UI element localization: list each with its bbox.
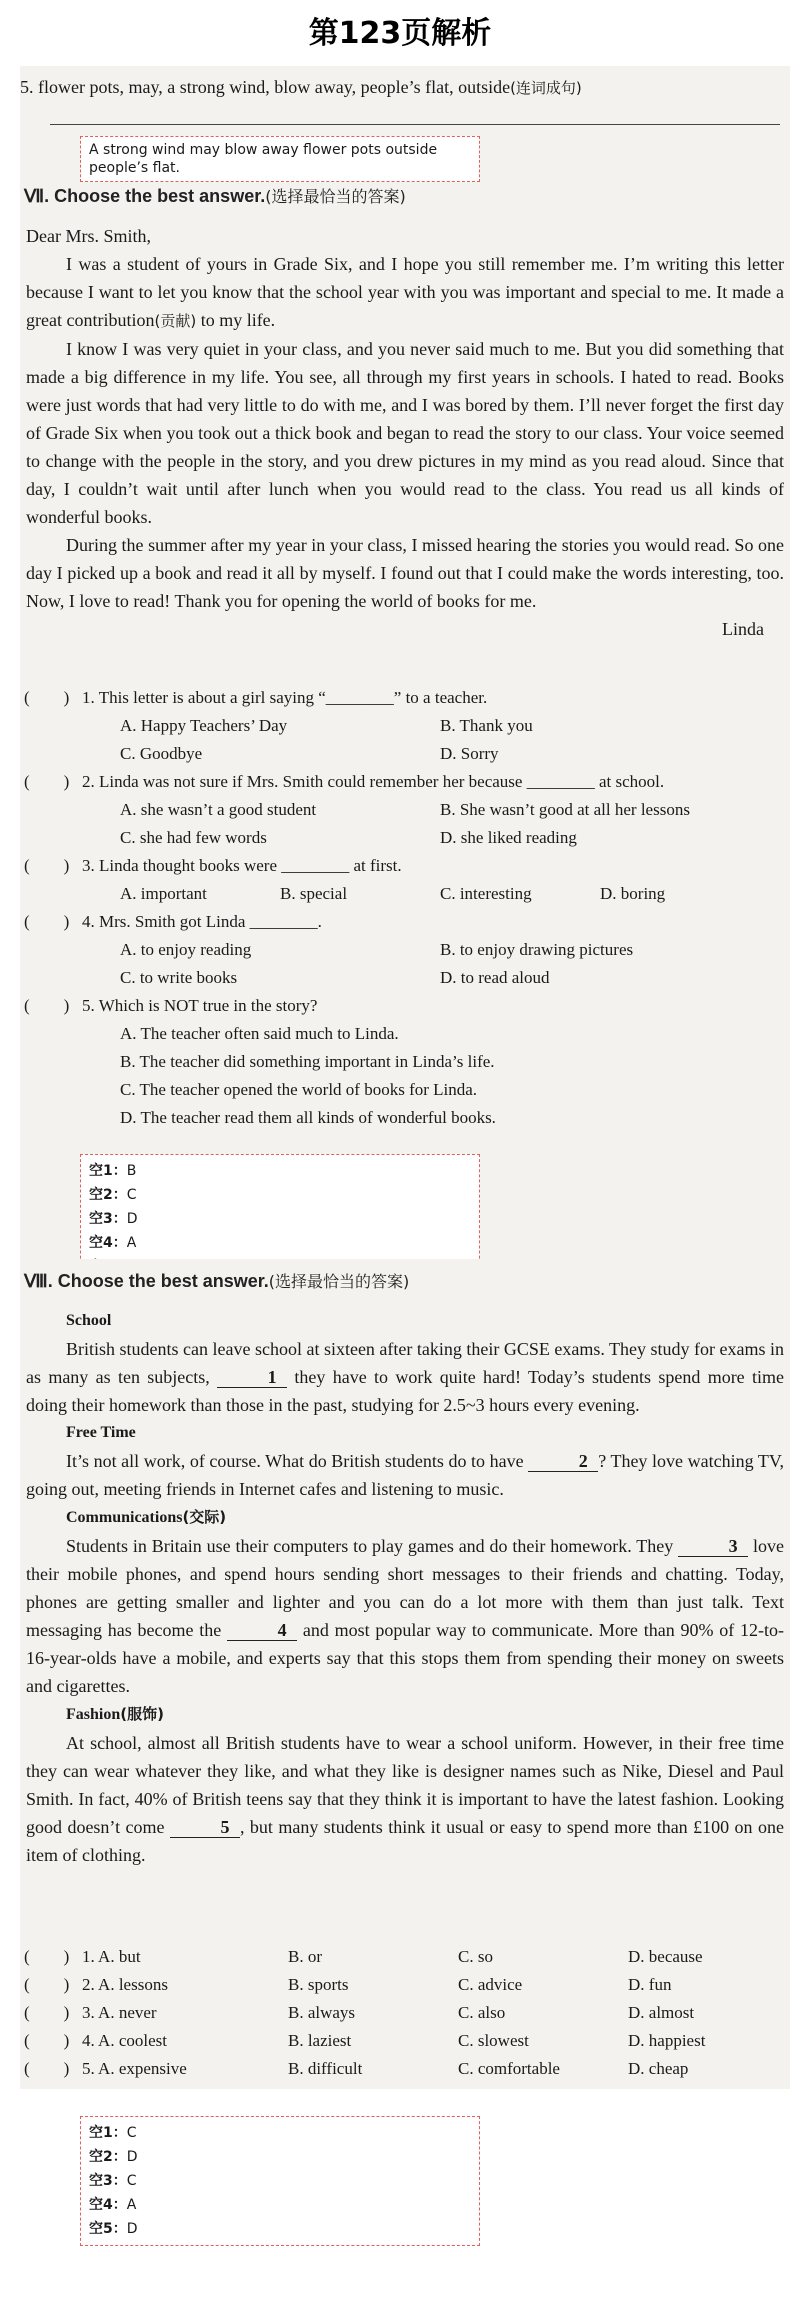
letter-p1-cn: (贡献) — [154, 312, 197, 330]
q7-4-option-c: C. to write books — [120, 968, 238, 987]
answer-item: 空2：C — [89, 1187, 137, 1203]
q5-text: 5. flower pots, may, a strong wind, blow away, people’s flat, outside — [20, 77, 511, 97]
passage-subhead-fashion: Fashion(服饰) — [66, 1705, 164, 1723]
blank-4: 4 — [227, 1620, 297, 1641]
q7-5-stem: 5. Which is NOT true in the story? — [82, 996, 318, 1015]
blank-3: 3 — [678, 1536, 748, 1557]
q8-row: ( ) 1. A. but B. or C. so D. because — [24, 1947, 703, 1966]
q7-4-options-cd — [20, 964, 790, 992]
blank-1: 1 — [217, 1367, 287, 1388]
section8-answer-box — [80, 2116, 480, 2246]
section8-heading-cn: (选择最恰当的答案) — [268, 1272, 410, 1291]
q7-1-option-d: D. Sorry — [440, 744, 499, 763]
q5-sentence-task — [20, 74, 780, 101]
answer-item: 空2：D — [89, 2149, 138, 2165]
q7-1-paren: ( ) — [24, 688, 70, 707]
answer-item: 空3：C — [89, 2173, 137, 2189]
q7-2-paren: ( ) — [24, 772, 70, 791]
q7-3-option-a: A. important — [120, 884, 207, 903]
answer-item: 空1：B — [89, 1163, 137, 1179]
section7-questions — [20, 684, 790, 1132]
letter-p1-b: to my life. — [196, 310, 276, 330]
answer-item: 空1：C — [89, 2125, 137, 2141]
passage-subhead-communications: Communications(交际) — [66, 1508, 227, 1526]
q7-3-option-c: C. interesting — [440, 884, 532, 903]
q8-row: ( ) 3. A. never B. always C. also D. almost — [24, 2003, 695, 2022]
letter-paragraph-2: I know I was very quiet in your class, and you never said much to me. But you did something that made a big difference in my life. You see, all through my first years in schools. I hated to read. Books were just words that had very little to do with me, and I was bored by them. I’ll never forget the first day of Grade Six when you took out a thick book and began to read the story to our class. Your voice seemed to change with the people in the story, and you drew pictures in my mind as you read aloud. Since that day, I couldn’t wait until after lunch when you would read to the class. You read us all kinds of wonderful books. — [26, 339, 784, 527]
q7-5-option-d: D. The teacher read them all kinds of wonderful books. — [120, 1108, 496, 1127]
q7-5-paren: ( ) — [24, 996, 70, 1015]
passage-free-time: It’s not all work, of course. What do British students do to have 2 ? They love watching TV, going out, meeting friends in Internet cafes and listening to music. — [26, 1451, 785, 1499]
q7-5-stem-row — [20, 992, 790, 1020]
q7-5-option-c-row — [20, 1076, 790, 1104]
q7-2-option-c: C. she had few words — [120, 828, 267, 847]
q7-3-stem: 3. Linda thought books were ________ at first. — [82, 856, 402, 875]
q7-1-stem-row — [20, 684, 790, 712]
q7-5-option-d-row — [20, 1104, 790, 1132]
q7-1-option-a: A. Happy Teachers’ Day — [120, 716, 288, 735]
letter-p1-a: I was a student of yours in Grade Six, and I hope you still remember me. I’m writing this letter because I want to let you know that the school year with you was important and special to me. It made a great contribution — [26, 254, 784, 330]
q7-5-option-a-row — [20, 1020, 790, 1048]
q7-5-option-a: A. The teacher often said much to Linda. — [120, 1024, 399, 1043]
passage-fashion: At school, almost all British students have to wear a school uniform. However, in their free time they can wear whatever they like, and what they like is designer names such as Nike, Diesel and Paul Smith. In fact, 40% of British teens say that they think it is important to have the latest fashion. Looking good doesn’t come 5 , but many students think it usual or easy to spend more than £100 on one item of clothing. — [26, 1733, 784, 1865]
q7-3-options — [20, 880, 790, 908]
q7-5-option-c: C. The teacher opened the world of books for Linda. — [120, 1080, 478, 1099]
q7-2-stem-row — [20, 768, 790, 796]
passage-subhead-school: School — [66, 1312, 112, 1329]
letter-signature: Linda — [722, 619, 764, 639]
answer-item: 空3：D — [89, 1211, 138, 1227]
blank-5: 5 — [170, 1817, 240, 1838]
q7-2-option-b: B. She wasn’t good at all her lessons — [440, 800, 690, 819]
section7-heading-cn: (选择最恰当的答案) — [265, 187, 406, 206]
passage — [26, 1307, 784, 1869]
passage-subhead-free-time: Free Time — [66, 1424, 136, 1441]
q7-1-options-cd — [20, 740, 790, 768]
passage-school: British students can leave school at sixteen after taking their GCSE exams. They study for exams in as many as ten subjects, 1 they have to work quite hard! Today’s students spend more time doing their homework than those in the past, studying for 2.5~3 hours every evening. — [26, 1339, 785, 1415]
q7-1-option-b: B. Thank you — [440, 716, 533, 735]
q7-1-option-c: C. Goodbye — [120, 744, 203, 763]
scan-block-lower — [20, 1259, 790, 2089]
answer-item: 空4：A — [89, 2197, 137, 2213]
q7-2-option-a: A. she wasn’t a good student — [120, 800, 317, 819]
q8-row: ( ) 4. A. coolest B. laziest C. slowest D. happiest — [24, 2031, 706, 2050]
q7-5-option-b: B. The teacher did something important in Linda’s life. — [120, 1052, 495, 1071]
section8-heading-text: Ⅷ. Choose the best answer. — [24, 1271, 269, 1291]
section8-heading — [24, 1269, 409, 1292]
q8-row: ( ) 2. A. lessons B. sports C. advice D. fun — [24, 1975, 672, 1994]
q7-4-stem: 4. Mrs. Smith got Linda ________. — [82, 912, 322, 931]
section8-options-table — [20, 1943, 790, 2083]
answer-item: 空5：D — [89, 2221, 138, 2237]
q5-answer-box — [80, 136, 480, 182]
q7-3-option-d: D. boring — [600, 884, 666, 903]
q7-4-paren: ( ) — [24, 912, 70, 931]
letter-paragraph-1 — [26, 250, 784, 335]
q7-4-option-d: D. to read aloud — [440, 968, 550, 987]
q7-3-option-b: B. special — [280, 884, 348, 903]
letter-paragraph-3: During the summer after my year in your class, I missed hearing the stories you would read. So one day I picked up a book and read it all by myself. I found out that I could make the words interesting, too. Now, I love to read! Thank you for opening the world of books for me. — [26, 535, 784, 611]
q7-2-option-d: D. she liked reading — [440, 828, 577, 847]
q7-4-option-b: B. to enjoy drawing pictures — [440, 940, 634, 959]
q7-1-stem: 1. This letter is about a girl saying “________” to a teacher. — [82, 688, 488, 707]
scan-block-upper — [20, 66, 790, 1259]
answer-item: 空4：A — [89, 1235, 137, 1251]
q7-3-paren: ( ) — [24, 856, 70, 875]
section7-heading — [24, 184, 406, 207]
q5-cn-hint: (连词成句) — [510, 79, 582, 97]
q7-5-option-b-row — [20, 1048, 790, 1076]
q7-4-option-a: A. to enjoy reading — [120, 940, 252, 959]
q7-1-options-ab — [20, 712, 790, 740]
q7-2-options-ab — [20, 796, 790, 824]
q7-2-stem: 2. Linda was not sure if Mrs. Smith could remember her because ________ at school. — [82, 772, 665, 791]
q7-4-stem-row — [20, 908, 790, 936]
q5-answer-line — [50, 124, 780, 125]
q7-4-options-ab — [20, 936, 790, 964]
q8-row: ( ) 5. A. expensive B. difficult C. comfortable D. cheap — [24, 2059, 689, 2078]
passage-communications: Students in Britain use their computers to play games and do their homework. They 3 love their mobile phones, and spend hours sending short messages to their friends and chatting. Today, phones are getting smaller and lighter and you can do a lot more with them than just talk. Text messaging has become the 4 and most popular way to communicate. More than 90% of 12-to-16-year-olds have a mobile, and experts say that this stops them from spending their money on sweets and cigarettes. — [26, 1536, 784, 1696]
q7-2-options-cd — [20, 824, 790, 852]
letter-salutation: Dear Mrs. Smith, — [26, 226, 151, 246]
page-title: 第123页解析 — [308, 16, 492, 51]
q7-3-stem-row — [20, 852, 790, 880]
blank-2: 2 — [528, 1451, 598, 1472]
q5-answer: A strong wind may blow away flower pots outside people’s flat. — [89, 142, 438, 176]
letter — [26, 222, 784, 643]
section7-heading-text: Ⅶ. Choose the best answer. — [24, 186, 266, 206]
